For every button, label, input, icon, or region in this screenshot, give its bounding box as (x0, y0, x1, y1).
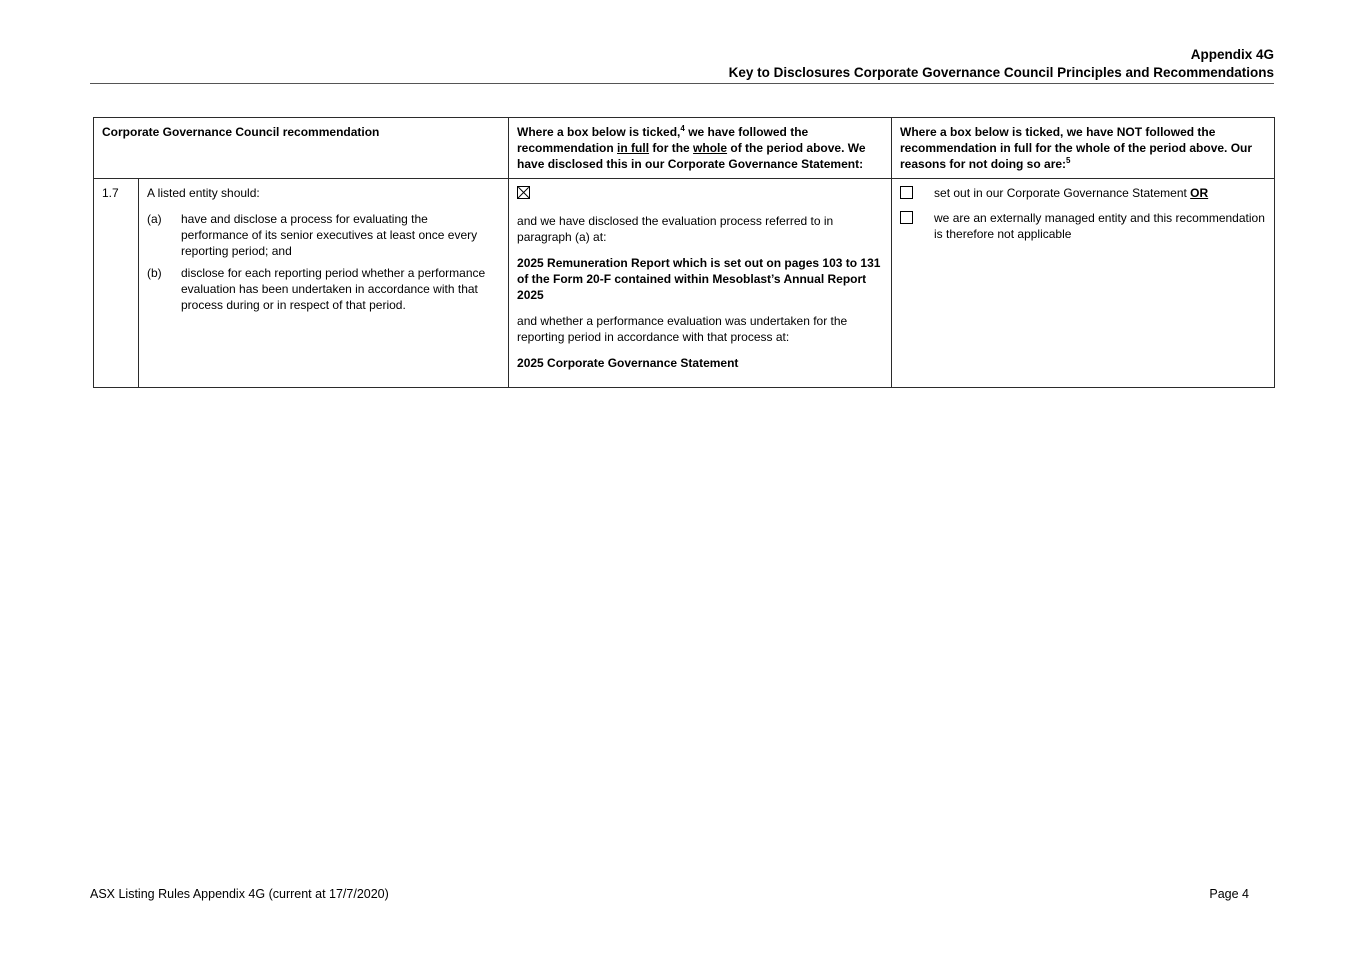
list-item-label: (a) (147, 212, 162, 226)
col-header-followed-underline: in full (617, 141, 650, 155)
col-header-recommendation (94, 118, 509, 179)
followed-paragraph: and we have disclosed the evaluation process referred to in paragraph (a) at: (517, 214, 834, 244)
checkbox-unchecked-icon[interactable] (900, 211, 913, 224)
followed-cell (509, 179, 892, 388)
page-number: Page 4 (1209, 887, 1249, 901)
option-or-label: OR (1190, 186, 1209, 200)
col-header-not-followed (892, 118, 1275, 179)
checkbox-unchecked-icon[interactable] (900, 186, 913, 199)
list-item (147, 211, 500, 259)
col-header-followed-text: for the (649, 141, 694, 155)
footnote-ref-5: 5 (1066, 156, 1071, 165)
col-header-followed-underline: whole (693, 141, 728, 155)
col-header-recommendation-label: Corporate Governance Council recommendation (102, 125, 380, 139)
not-followed-option (900, 210, 1266, 242)
appendix-title: Appendix 4G (1190, 47, 1274, 62)
disclosure-table (93, 117, 1275, 388)
recommendation-cell (139, 179, 509, 388)
followed-paragraph: and whether a performance evaluation was undertaken for the reporting period in accordance with that process at: (517, 314, 848, 344)
col-header-not-followed-text: Where a box below is ticked, we have NOT followed the recommendation in full for the whole of the period above. Our reasons for not doing so are: (900, 125, 1253, 171)
list-item-label: (b) (147, 266, 162, 280)
table-row (94, 179, 1275, 388)
col-header-followed-text: we have followed the recommendation (517, 125, 809, 155)
option-text: we are an externally managed entity and this recommendation is therefore not applicable (934, 211, 1265, 241)
not-followed-option-text (934, 185, 1266, 203)
table-header-row (94, 118, 1275, 179)
list-item-text: have and disclose a process for evaluating the performance of its senior executives at least once every reporting period; and (181, 212, 478, 258)
col-header-followed-text: Where a box below is ticked, (517, 125, 681, 139)
header-rule (90, 83, 1274, 84)
recommendation-intro: A listed entity should: (147, 186, 260, 200)
footnote-ref-4: 4 (680, 124, 685, 133)
checkbox-checked-icon[interactable] (517, 186, 530, 199)
option-text: set out in our Corporate Governance Statement (934, 186, 1191, 200)
not-followed-option-text (934, 210, 1266, 242)
followed-disclosure: 2025 Remuneration Report which is set out on pages 103 to 131 of the Form 20-F contained within Mesoblast’s Annual Report 2025 (517, 256, 881, 302)
doc-header (90, 46, 1274, 82)
recommendation-number: 1.7 (94, 179, 139, 388)
not-followed-option (900, 185, 1266, 203)
followed-disclosure: 2025 Corporate Governance Statement (517, 356, 739, 370)
col-header-followed-text: of the period above. We have disclosed this in our Corporate Governance Statement: (517, 141, 866, 171)
list-item-text: disclose for each reporting period whether a performance evaluation has been undertaken in accordance with that process during or in respect of that period. (181, 266, 486, 312)
list-item (147, 265, 500, 313)
footer-source: ASX Listing Rules Appendix 4G (current at 17/7/2020) (90, 887, 389, 901)
not-followed-cell (892, 179, 1275, 388)
col-header-followed (509, 118, 892, 179)
appendix-subtitle: Key to Disclosures Corporate Governance Council Principles and Recommendations (728, 65, 1274, 80)
